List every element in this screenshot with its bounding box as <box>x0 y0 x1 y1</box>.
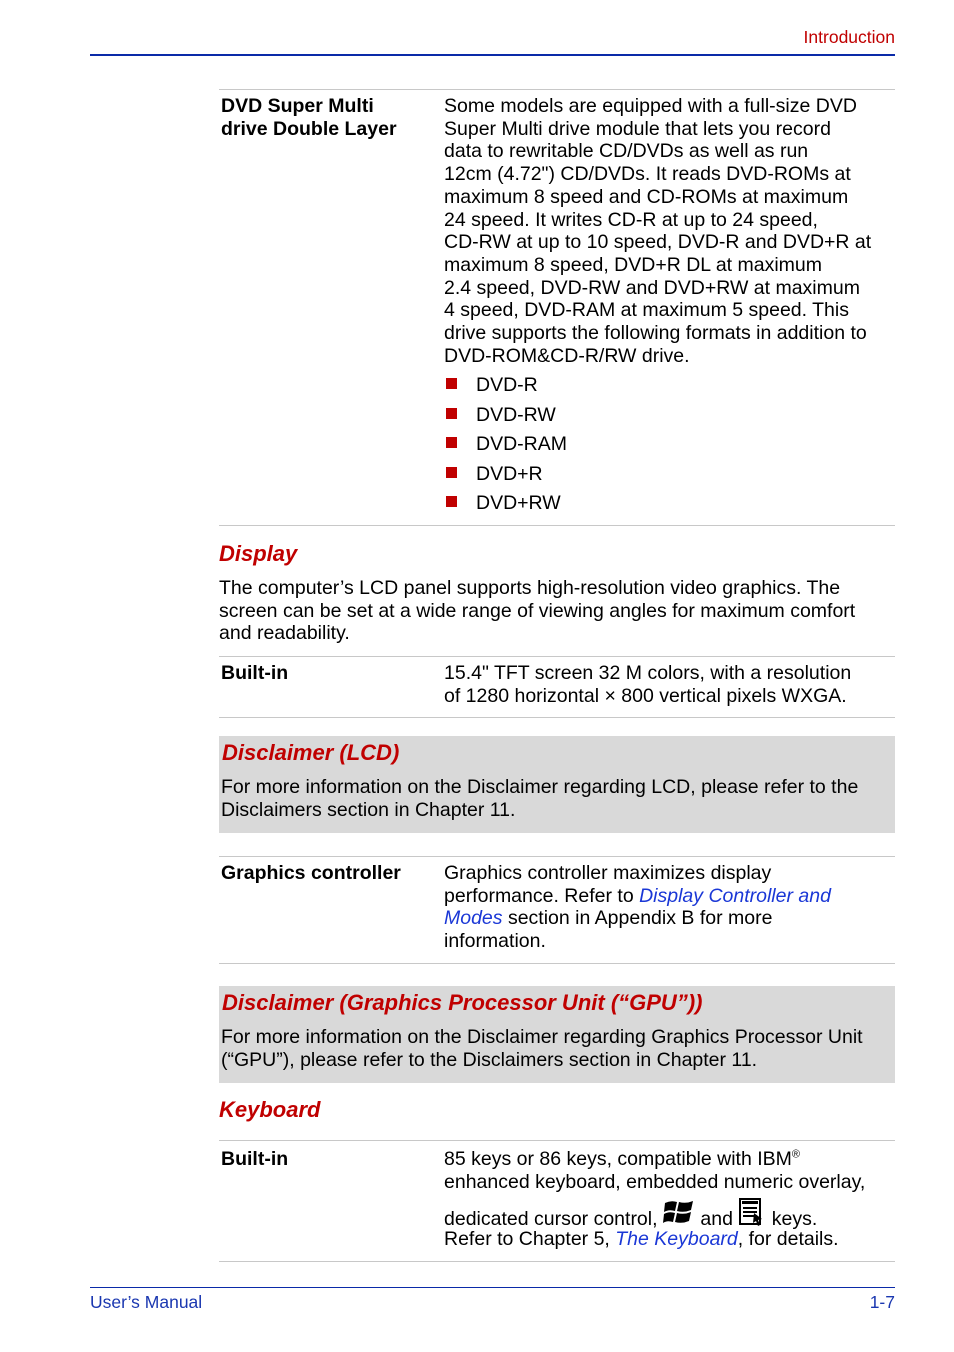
list-item: DVD-R <box>446 374 538 396</box>
bullet-square-icon <box>446 378 457 389</box>
table-rule <box>219 89 895 90</box>
desc-line: 15.4" TFT screen 32 M colors, with a resolution <box>444 662 852 684</box>
desc-display-builtin <box>444 662 894 707</box>
desc-line-refer: Refer to Chapter 5, The Keyboard, for details. <box>444 1228 839 1250</box>
display-controller-link[interactable]: Display Controller and <box>639 884 831 907</box>
disclaimer-lcd-title: Disclaimer (LCD) <box>222 740 400 765</box>
table-rule <box>219 856 895 857</box>
table-rule <box>219 525 895 526</box>
the-keyboard-link[interactable]: The Keyboard <box>615 1228 738 1250</box>
list-item: DVD-RW <box>446 404 556 426</box>
para-line: Disclaimers section in Chapter 11. <box>221 798 516 821</box>
table-rule <box>219 1140 895 1141</box>
desc-line: CD-RW at up to 10 speed, DVD-R and DVD+R at <box>444 231 872 254</box>
footer-manual-label: User’s Manual <box>90 1292 203 1312</box>
section-title-keyboard: Keyboard <box>219 1097 321 1122</box>
desc-line: 12cm (4.72") CD/DVDs. It reads DVD-ROMs at <box>444 163 851 186</box>
bullet-square-icon <box>446 496 457 507</box>
desc-line: 85 keys or 86 keys, compatible with IBM® <box>444 1148 801 1170</box>
desc-line: of 1280 horizontal × 800 vertical pixels WXGA. <box>444 684 847 707</box>
desc-line: enhanced keyboard, embedded numeric overlay, <box>444 1170 866 1193</box>
disclaimer-gpu-text <box>221 1026 891 1071</box>
para-line: For more information on the Disclaimer regarding LCD, please refer to the <box>221 776 859 798</box>
header-section-label: Introduction <box>803 27 895 47</box>
desc-line: maximum 8 speed and CD-ROMs at maximum <box>444 185 849 208</box>
term-line: DVD Super Multi <box>221 95 374 117</box>
desc-line: performance. Refer to Display Controller and <box>444 884 831 907</box>
display-paragraph <box>219 577 895 645</box>
desc-line: 24 speed. It writes CD-R at up to 24 speed, <box>444 208 818 231</box>
para-line: screen can be set at a wide range of viewing angles for maximum comfort <box>219 599 856 622</box>
disclaimer-gpu-title: Disclaimer (Graphics Processor Unit (“GPU”)) <box>222 990 703 1015</box>
para-line: (“GPU”), please refer to the Disclaimers section in Chapter 11. <box>221 1048 758 1071</box>
desc-keyboard-builtin <box>444 1148 894 1193</box>
para-line: For more information on the Disclaimer regarding Graphics Processor Unit <box>221 1026 863 1048</box>
list-item: DVD+R <box>446 463 543 485</box>
term-line: drive Double Layer <box>221 117 397 140</box>
desc-line: 4 speed, DVD-RAM at maximum 5 speed. This <box>444 299 849 322</box>
desc-line: Graphics controller maximizes display <box>444 862 772 884</box>
desc-line: information. <box>444 930 546 953</box>
term-display-builtin: Built-in <box>221 662 289 684</box>
disclaimer-lcd-text <box>221 776 891 821</box>
desc-line: Super Multi drive module that lets you record <box>444 117 831 140</box>
desc-graphics-controller <box>444 862 894 953</box>
desc-line: DVD-ROM&CD-R/RW drive. <box>444 344 690 367</box>
section-title-display: Display <box>219 541 298 566</box>
term-dvd <box>221 95 431 140</box>
desc-line: Modes section in Appendix B for more <box>444 907 773 930</box>
desc-line-keys: dedicated cursor control, and keys. <box>444 1200 894 1232</box>
footer-rule <box>90 1287 895 1288</box>
display-controller-link-cont[interactable]: Modes <box>444 907 503 930</box>
bullet-square-icon <box>446 437 457 448</box>
desc-line: data to rewritable CD/DVDs as well as run <box>444 140 809 163</box>
para-line: The computer’s LCD panel supports high-resolution video graphics. The <box>219 577 841 599</box>
desc-line: drive supports the following formats in addition to <box>444 322 867 345</box>
para-line: and readability. <box>219 622 350 645</box>
registered-mark: ® <box>791 1148 801 1161</box>
list-item: DVD+RW <box>446 492 561 514</box>
desc-dvd <box>444 95 894 367</box>
term-keyboard-builtin: Built-in <box>221 1148 289 1170</box>
desc-line: 2.4 speed, DVD-RW and DVD+RW at maximum <box>444 276 860 299</box>
desc-line: maximum 8 speed, DVD+R DL at maximum <box>444 253 823 276</box>
term-graphics-controller: Graphics controller <box>221 862 401 884</box>
table-rule <box>219 717 895 718</box>
bullet-square-icon <box>446 408 457 419</box>
table-rule <box>219 656 895 657</box>
table-rule <box>219 1261 895 1262</box>
desc-line: Some models are equipped with a full-size DVD <box>444 95 857 117</box>
table-rule <box>219 963 895 964</box>
footer-page-number: 1-7 <box>869 1292 895 1312</box>
bullet-square-icon <box>446 467 457 478</box>
list-item: DVD-RAM <box>446 433 567 455</box>
header-rule <box>90 54 895 56</box>
